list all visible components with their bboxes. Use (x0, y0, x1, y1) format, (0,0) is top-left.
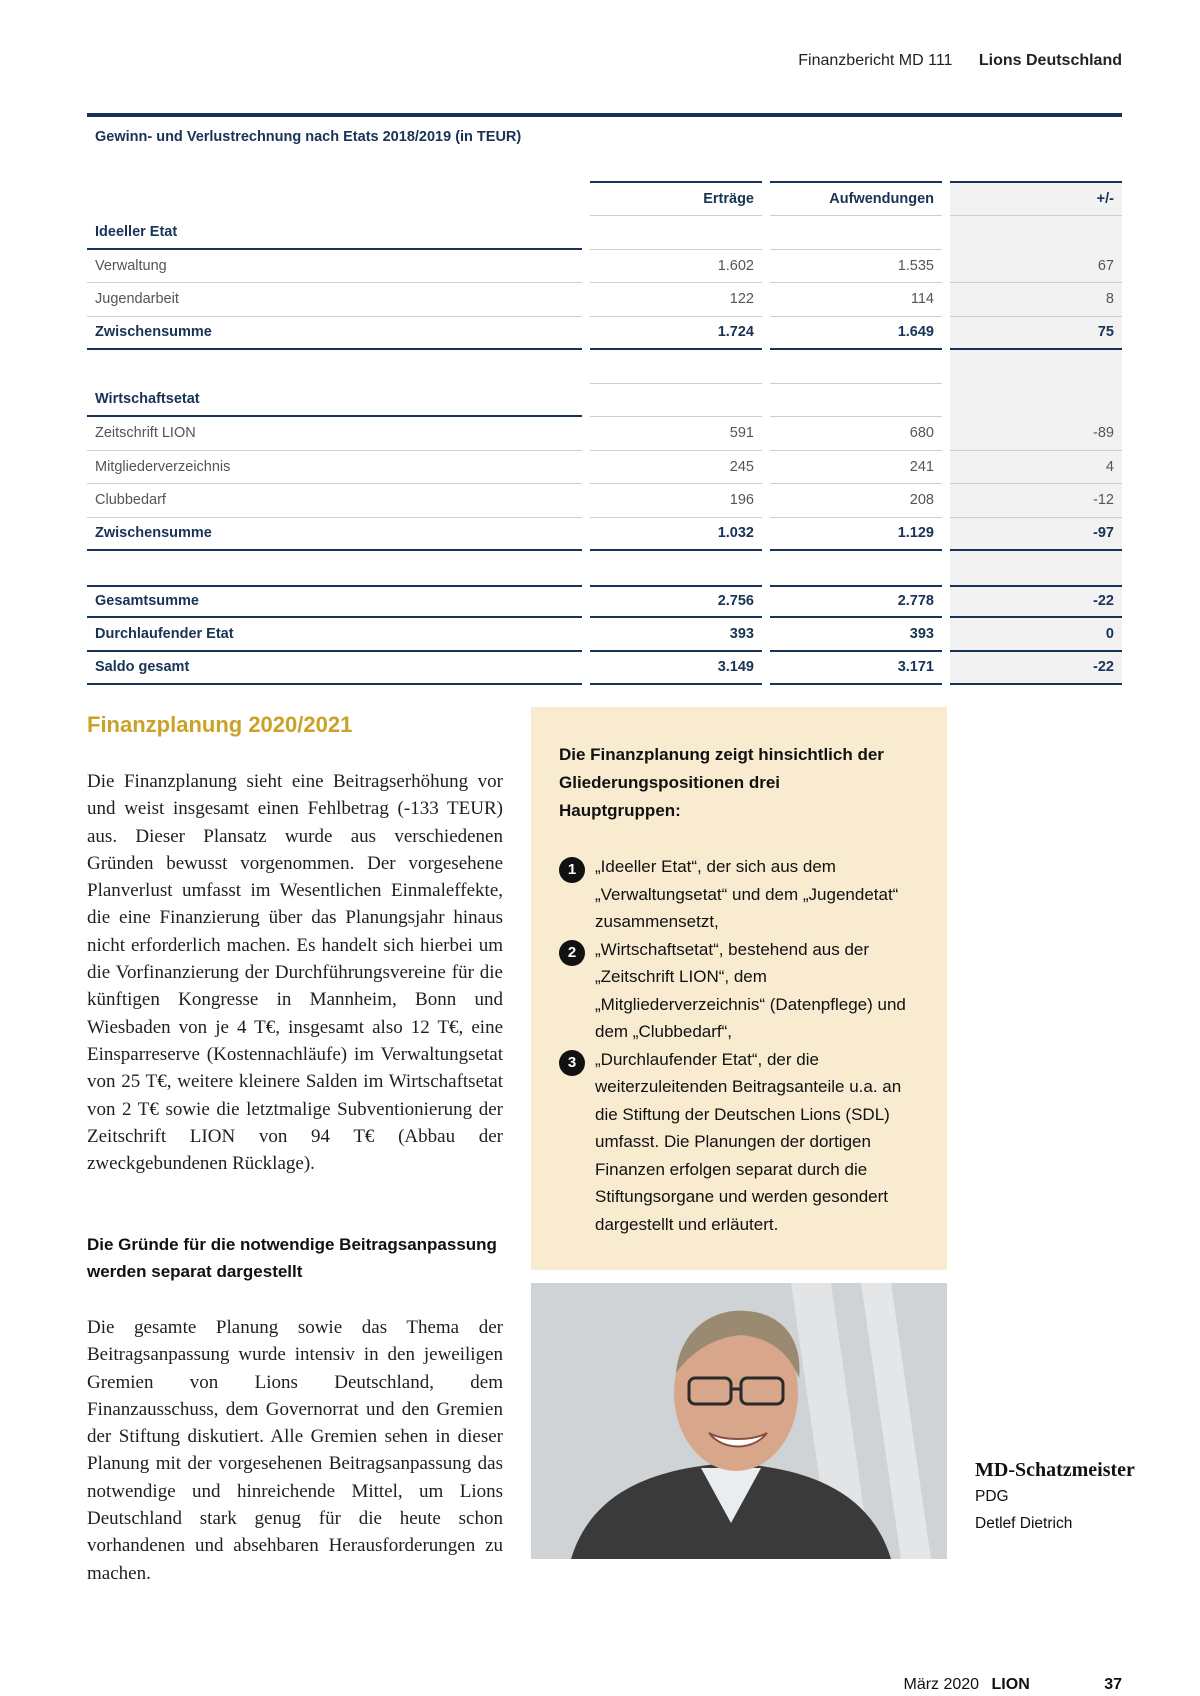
paragraph-intro: Die Finanzplanung sieht eine Beitragserhöhung vor und weist insgesamt einen Fehlbetrag (-133 TEUR) aus. Dieser Plansatz wurde aus verschiedenen Gründen bewusst vorgenommen. Der vorgesehene Planverlust umfasst im Wesentlichen Einmaleffekte, die eine Finanzierung über das Planungsjahr hinaus nicht erforderlich machen. Es handelt sich hierbei um die Vorfinanzierung der Durchführungsvereine für die künftigen Kongresse in Mannheim, Bonn und Wiesbaden von je 4 T€, insgesamt also 12 T€, eine Einsparreserve (Kostennachläufe) im Verwaltungsetat von 25 T€, weitere kleinere Salden im Wirtschaftsetat von 2 T€ sowie die letztmalige Subventionierung der Zeitschrift LION von 94 T€ (Abbau der zweckgebundenen Rücklage). (87, 771, 503, 1175)
list-item (559, 853, 919, 936)
total-row-durchlaufend: Durchlaufender Etat 393 393 0 (87, 618, 1122, 652)
table-row: Zeitschrift LION 591 680 -89 (87, 417, 1122, 451)
info-box-title: Die Finanzplanung zeigt hinsichtlich der Gliederungspositionen drei Hauptgruppen: (559, 745, 884, 820)
total-row-gesamtsumme: Gesamtsumme 2.756 2.778 -22 (87, 585, 1122, 619)
column-header-aufwendungen: Aufwendungen (770, 181, 942, 216)
magazine-name: LION (991, 1676, 1030, 1693)
table-row: Jugendarbeit 122 114 8 (87, 283, 1122, 317)
list-item-text: „Ideeller Etat“, der sich aus dem „Verwaltungsetat“ und dem „Jugendetat“ zusammensetzt, (595, 857, 899, 931)
subheading: Die Gründe für die notwendige Beitragsanpassung werden separat dargestellt (87, 1235, 497, 1281)
page-header (798, 52, 1122, 70)
caption-title: PDG (975, 1488, 1009, 1505)
subtotal-row-wirtschaft: Zwischensumme 1.032 1.129 -97 (87, 518, 1122, 552)
page-footer (903, 1676, 1122, 1694)
total-row-saldo: Saldo gesamt 3.149 3.171 -22 (87, 652, 1122, 686)
spacer-row (87, 350, 1122, 384)
table-title: Gewinn- und Verlustrechnung nach Etats 2018/2019 (in TEUR) (87, 113, 1122, 161)
table-row: Clubbedarf 196 208 -12 (87, 484, 1122, 518)
spacer-row (87, 551, 1122, 585)
number-badge: 2 (559, 940, 585, 966)
table-row: Mitgliederverzeichnis 245 241 4 (87, 451, 1122, 485)
paragraph-planning: Die gesamte Planung sowie das Thema der Beitragsanpassung wurde intensiv in den jeweiligen Gremien von Lions Deutschland, dem Finanzausschuss, dem Governorrat und den Gremien der Stiftung diskutiert. Alle Gremien sehen in dieser Planung mit der vorgesehenen Beitragsanpassung das notwendige und hinreichende Mittel, um Lions Deutschland stark genug für die heute schon vorhandenen und absehbaren Herausforderungen zu machen. (87, 1317, 503, 1584)
section-row-wirtschaft: Wirtschaftsetat (87, 384, 1122, 418)
organization-name: Lions Deutschland (978, 52, 1122, 69)
caption-role: MD-Schatzmeister (975, 1459, 1135, 1481)
portrait-photo (531, 1283, 947, 1559)
list-item-text: „Wirtschaftsetat“, bestehend aus der „Zeitschrift LION“, dem „Mitgliederverzeichnis“ (Datenpflege) und dem „Clubbedarf“, (595, 939, 906, 1041)
column-header-diff: +/- (950, 181, 1122, 216)
list-item (559, 936, 919, 1046)
report-title: Finanzbericht MD 111 (798, 52, 953, 69)
table-row: Verwaltung 1.602 1.535 67 (87, 250, 1122, 284)
number-badge: 3 (559, 1050, 585, 1076)
portrait-illustration (531, 1283, 947, 1559)
table-header-row (87, 181, 1122, 216)
subtotal-row-ideell: Zwischensumme 1.724 1.649 75 (87, 317, 1122, 351)
income-statement-table (87, 113, 1122, 685)
column-header-ertraege: Erträge (590, 181, 762, 216)
number-badge: 1 (559, 857, 585, 883)
page-number: 37 (1104, 1676, 1122, 1693)
photo-caption (975, 1457, 1135, 1537)
section-heading: Finanzplanung 2020/2021 (87, 712, 353, 737)
info-box (531, 707, 947, 1270)
list-item-text: „Durchlaufender Etat“, der die weiterzuleitenden Beitragsanteile u.a. an die Stiftung der Deutschen Lions (SDL) umfasst. Die Planungen der dortigen Finanzen erfolgen separat durch die Stiftungsorgane und werden gesondert dargestellt und erläutert. (595, 1049, 902, 1234)
issue-date: März 2020 (903, 1676, 980, 1693)
list-item (559, 1046, 919, 1239)
caption-name: Detlef Dietrich (975, 1515, 1073, 1532)
section-row-ideell: Ideeller Etat (87, 216, 1122, 250)
